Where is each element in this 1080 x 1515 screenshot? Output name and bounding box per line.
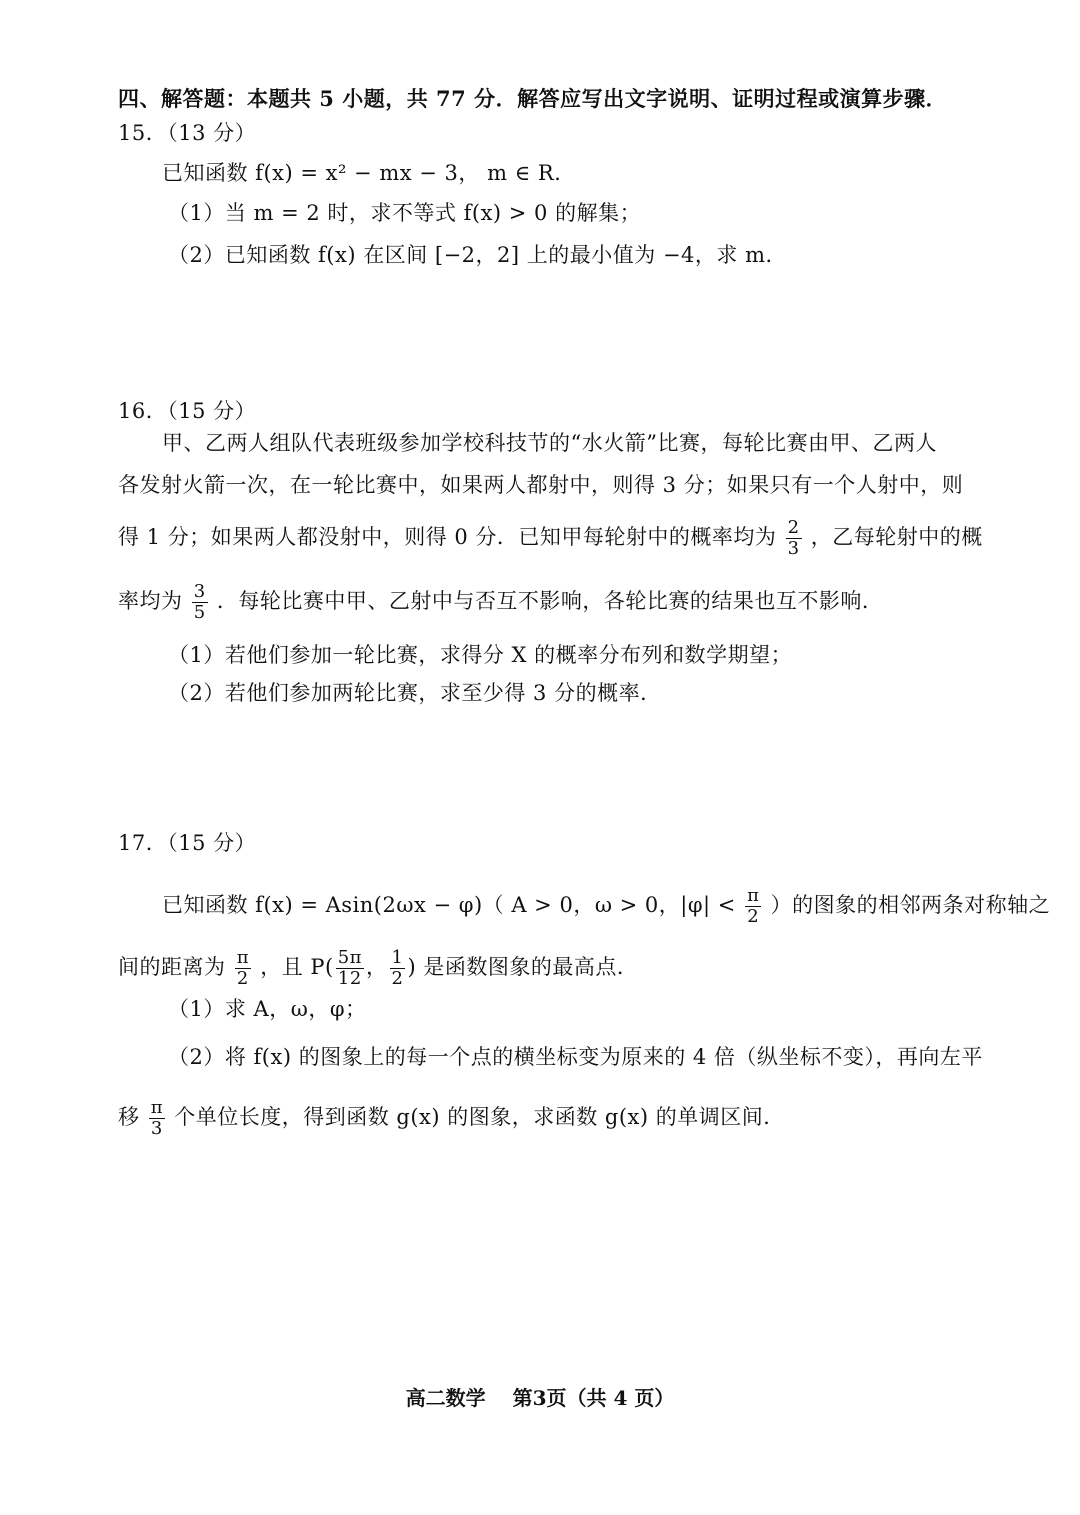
- q16-line1: 甲、乙两人组队代表班级参加学校科技节的“水火箭”比赛，每轮比赛由甲、乙两人: [162, 431, 937, 455]
- q17-line2-text-b: ，且 P(: [260, 955, 334, 979]
- fraction-numerator: 2: [787, 517, 800, 538]
- q17-line1: [162, 886, 1050, 927]
- q17-line2: [118, 948, 638, 989]
- q17-line1-text-b: ）的图象的相邻两条对称轴之: [770, 893, 1051, 917]
- q15-part2: （2）已知函数 f(x) 在区间 [−2，2] 上的最小值为 −4，求 m．: [168, 243, 787, 267]
- fraction-three-fifths: [192, 582, 208, 623]
- page-footer: 高二数学 第3页（共 4 页）: [405, 1386, 675, 1410]
- fraction-denominator: 3: [787, 538, 800, 559]
- fraction-one-half: [390, 948, 406, 989]
- q17-line-last-text-a: 移: [118, 1105, 140, 1129]
- q16-part1: （1）若他们参加一轮比赛，求得分 X 的概率分布列和数学期望；: [168, 643, 793, 667]
- q16-line4-text-a: 率均为: [118, 589, 183, 613]
- fraction-numerator: 5π: [337, 947, 363, 968]
- q15-title: 15．（13 分）: [118, 121, 257, 145]
- fraction-numerator: π: [747, 885, 760, 906]
- fraction-pi-over-two: [745, 886, 761, 927]
- fraction-numerator: π: [236, 947, 250, 968]
- fraction-denominator: 2: [391, 968, 404, 989]
- q16-line4: [118, 582, 883, 623]
- section-header: 四、解答题：本题共 5 小题，共 77 分．解答应写出文字说明、证明过程或演算步骤．: [118, 86, 948, 111]
- q17-line-last-text-b: 个单位长度，得到函数 g(x) 的图象，求函数 g(x) 的单调区间．: [174, 1105, 785, 1129]
- q17-line2-text-d: ) 是函数图象的最高点．: [407, 955, 639, 979]
- fraction-denominator: 2: [236, 968, 249, 989]
- fraction-denominator: 3: [150, 1118, 163, 1139]
- fraction-pi-over-three: [149, 1098, 165, 1139]
- q16-line4-text-b: ．每轮比赛中甲、乙射中与否互不影响，各轮比赛的结果也互不影响．: [216, 589, 884, 613]
- q17-part2: （2）将 f(x) 的图象上的每一个点的横坐标变为原来的 4 倍（纵坐标不变），再向左平: [168, 1045, 983, 1069]
- fraction-denominator: 5: [193, 602, 206, 623]
- fraction-five-pi-over-twelve: [336, 948, 364, 989]
- q17-line2-text-c: ，: [366, 955, 388, 979]
- q15-stem: 已知函数 f(x) = x² − mx − 3， m ∈ R．: [162, 161, 576, 185]
- fraction-denominator: 2: [747, 906, 760, 927]
- q17-title: 17．（15 分）: [118, 831, 257, 855]
- q16-line3-text-b: ，乙每轮射中的概: [810, 525, 983, 549]
- fraction-numerator: 1: [391, 947, 404, 968]
- fraction-pi-over-two: [235, 948, 251, 989]
- q16-part2: （2）若他们参加两轮比赛，求至少得 3 分的概率．: [168, 681, 662, 705]
- fraction-numerator: π: [150, 1097, 164, 1118]
- q17-line-last: [118, 1098, 785, 1139]
- q17-line2-text-a: 间的距离为: [118, 955, 226, 979]
- q16-line3-text-a: 得 1 分；如果两人都没射中，则得 0 分．已知甲每轮射中的概率均为: [118, 525, 777, 549]
- q16-line2: 各发射火箭一次，在一轮比赛中，如果两人都射中，则得 3 分；如果只有一个人射中，则: [118, 473, 964, 497]
- fraction-numerator: 3: [193, 581, 206, 602]
- q17-part1: （1）求 A，ω，φ；: [168, 997, 367, 1021]
- q16-line3: [118, 518, 983, 559]
- q16-title: 16．（15 分）: [118, 399, 257, 423]
- fraction-two-thirds: [786, 518, 802, 559]
- fraction-denominator: 12: [337, 968, 362, 989]
- q17-line1-text-a: 已知函数 f(x) = Asin(2ωx − φ)（ A > 0，ω > 0，|φ| <: [162, 893, 736, 917]
- q15-part1: （1）当 m = 2 时，求不等式 f(x) > 0 的解集；: [168, 201, 642, 225]
